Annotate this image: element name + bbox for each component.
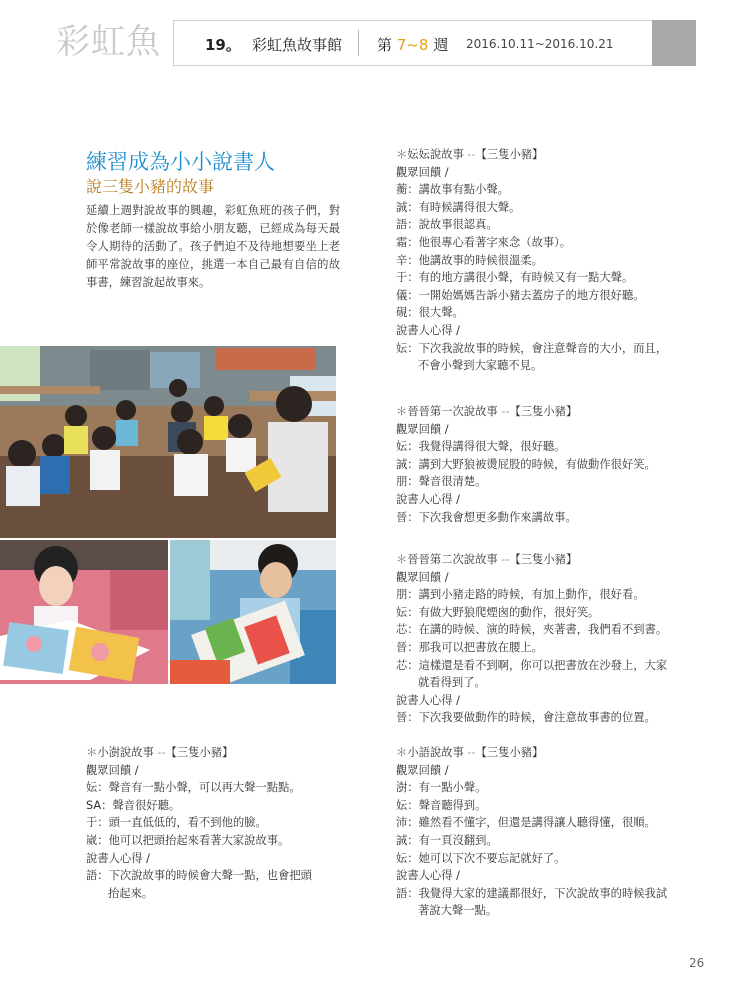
session-line: 著說大聲一點。	[418, 904, 498, 918]
session-lines	[86, 762, 312, 903]
session-line: 妘：她可以下次不要忘記就好了。	[396, 851, 566, 865]
session-line: 誠：有一頁沒翻到。	[396, 833, 498, 847]
session-line: 說書人心得 /	[86, 851, 150, 865]
star-icon: ＊	[396, 553, 408, 566]
session-line: 妘：有做大野狼爬煙囪的動作，很好笑。	[396, 605, 600, 619]
session-line: 于：頭一直低低的，看不到他的臉。	[86, 816, 267, 830]
article-intro: 延續上週對說故事的興趣，彩虹魚班的孩子們，對於像老師一樣說故事給小朋友聽，已經成為每天最令人期待的活動了。孩子們迫不及待地想要坐上老師平常說故事的座位，挑選一本自己最有自信的故事書，練習說起故事來。	[86, 204, 340, 289]
session-dash: --	[497, 553, 510, 566]
session-lines	[396, 569, 667, 727]
session-block-4	[86, 744, 312, 902]
header-divider	[358, 30, 359, 56]
girl-reading-photo	[0, 540, 168, 684]
session-line: 觀眾回饋 /	[396, 570, 449, 584]
boy-reading-photo	[170, 540, 336, 684]
session-line: 妘：聲音聽得到。	[396, 798, 487, 812]
session-title: 小語說故事	[407, 746, 464, 759]
week-label	[377, 34, 448, 55]
week-suffix: 週	[428, 36, 449, 54]
session-block-1	[396, 146, 667, 375]
session-title: 小澍說故事	[97, 746, 154, 759]
session-line: 辛：他講故事的時候很溫柔。	[396, 253, 543, 267]
article-subtitle: 說三隻小豬的故事	[86, 177, 215, 196]
session-line: 說書人心得 /	[396, 693, 460, 707]
session-line: 硯：很大聲。	[396, 306, 464, 320]
star-icon: ＊	[396, 746, 408, 759]
session-book: 【三隻小豬】	[165, 746, 234, 759]
session-line: 晉：下次我會想更多動作來講故事。	[396, 510, 577, 524]
session-line: 不會小聲到大家聽不見。	[418, 359, 543, 373]
session-dash: --	[463, 148, 476, 161]
session-line: 語：下次說故事的時候會大聲一點，也會把頭	[86, 869, 312, 883]
date-range: 2016.10.11~2016.10.21	[466, 37, 614, 51]
header-title: 彩虹魚故事館	[252, 36, 343, 54]
page-number: 26	[689, 956, 705, 970]
session-heading	[86, 744, 312, 762]
session-line: 芯：這樣還是看不到啊，你可以把書放在沙發上，大家	[396, 658, 668, 672]
session-line: 妘：聲音有一點小聲，可以再大聲一點點。	[86, 781, 301, 795]
session-line: 說書人心得 /	[396, 492, 460, 506]
session-line: 誠：有時候講得很大聲。	[396, 200, 521, 214]
session-title: 妘妘說故事	[407, 148, 464, 161]
star-icon: ＊	[396, 405, 408, 418]
session-line: 說書人心得 /	[396, 869, 460, 883]
issue-number: 19。	[205, 36, 241, 54]
session-line: 觀眾回饋 /	[396, 422, 449, 436]
session-lines	[396, 762, 667, 920]
brand-logo: 彩虹魚	[56, 22, 161, 62]
session-line: 觀眾回饋 /	[396, 763, 449, 777]
session-title: 晉晉第一次說故事	[407, 405, 498, 418]
session-block-3	[396, 551, 667, 727]
session-block-2	[396, 403, 656, 526]
session-line: 芯：在講的時候、演的時候，夾著書，我們看不到書。	[396, 623, 668, 637]
session-line: 觀眾回饋 /	[396, 165, 449, 179]
star-icon: ＊	[86, 746, 98, 759]
session-line: 于：有的地方講很小聲，有時候又有一點大聲。	[396, 271, 634, 285]
session-book: 【三隻小豬】	[509, 553, 578, 566]
session-book: 【三隻小豬】	[475, 148, 544, 161]
week-range: 7~8	[396, 36, 429, 54]
week-prefix: 第	[377, 36, 397, 54]
session-line: 朋：聲音很清楚。	[396, 475, 487, 489]
session-lines	[396, 164, 667, 375]
session-line: 沛：雖然看不懂字，但還是講得讓人聽得懂，很順。	[396, 816, 656, 830]
session-line: 蘅：講故事有點小聲。	[396, 183, 509, 197]
session-dash: --	[153, 746, 166, 759]
session-lines	[396, 421, 656, 527]
session-line: 妘：下次我說故事的時候，會注意聲音的大小，而且，	[396, 341, 668, 355]
session-block-5	[396, 744, 667, 920]
session-line: 語：說故事很認真。	[396, 218, 498, 232]
session-line: 語：我覺得大家的建議都很好，下次說故事的時候我試	[396, 886, 668, 900]
session-line: 說書人心得 /	[396, 323, 460, 337]
session-line: SA：聲音很好聽。	[86, 798, 181, 812]
session-line: 誠：講到大野狼被燙屁股的時候，有做動作很好笑。	[396, 457, 656, 471]
session-line: 霜：他很專心看著字來念（故事）。	[396, 235, 572, 249]
session-dash: --	[463, 746, 476, 759]
session-heading	[396, 551, 667, 569]
session-line: 朋：講到小豬走路的時候，有加上動作，很好看。	[396, 588, 645, 602]
session-line: 觀眾回饋 /	[86, 763, 139, 777]
session-line: 崴：他可以把頭抬起來看著大家說故事。	[86, 833, 290, 847]
session-line: 就看得到了。	[418, 676, 486, 690]
session-heading	[396, 146, 667, 164]
classroom-group-photo	[0, 346, 336, 538]
session-title: 晉晉第二次說故事	[407, 553, 498, 566]
session-dash: --	[497, 405, 510, 418]
session-book: 【三隻小豬】	[509, 405, 578, 418]
session-book: 【三隻小豬】	[475, 746, 544, 759]
session-heading	[396, 403, 656, 421]
session-line: 抬起來。	[108, 886, 154, 900]
session-line: 晉：下次我要做動作的時候，會注意故事書的位置。	[396, 711, 656, 725]
header-grey-tab	[652, 20, 696, 66]
article-title: 練習成為小小說書人	[86, 150, 275, 174]
session-line: 妘：我覺得講得很大聲，很好聽。	[396, 440, 566, 454]
session-line: 儀：一開始媽媽告訴小豬去蓋房子的地方很好聽。	[396, 288, 645, 302]
session-line: 晉：那我可以把書放在腰上。	[396, 640, 543, 654]
session-line: 澍：有一點小聲。	[396, 781, 487, 795]
star-icon: ＊	[396, 148, 408, 161]
session-heading	[396, 744, 667, 762]
